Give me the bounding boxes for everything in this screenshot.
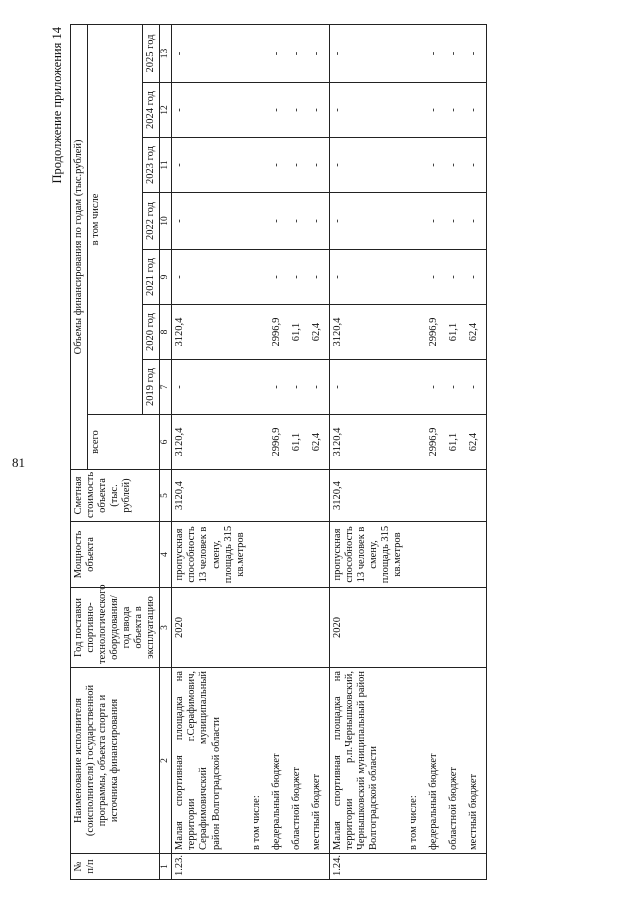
year-value: - bbox=[309, 138, 330, 193]
col-total-header: всего bbox=[88, 415, 160, 470]
col-year-header: Год поставки спортивно-технологического оборудования/ год ввода объекта в эксплуатацию bbox=[71, 588, 160, 668]
year-value: - bbox=[426, 250, 446, 305]
year-value: - bbox=[289, 193, 309, 250]
year-value: 2996,9 bbox=[426, 305, 446, 360]
funding-source: областной бюджет bbox=[446, 668, 466, 854]
year-header: 2021 год bbox=[143, 250, 160, 305]
delivery-year: 2020 bbox=[329, 588, 406, 668]
total-funding: 3120,4 bbox=[329, 415, 406, 470]
col-incl-header: в том числе bbox=[88, 24, 143, 414]
year-header: 2020 год bbox=[143, 305, 160, 360]
row-number: 1.24. bbox=[329, 854, 406, 880]
year-header: 2019 год bbox=[143, 360, 160, 415]
table-row bbox=[466, 24, 487, 879]
year-value: - bbox=[309, 24, 330, 82]
column-number: 3 bbox=[160, 588, 172, 668]
table-row bbox=[289, 24, 309, 879]
estimated-cost: 3120,4 bbox=[172, 470, 249, 522]
year-value: - bbox=[172, 193, 249, 250]
column-number-row bbox=[160, 24, 172, 879]
year-value: - bbox=[329, 83, 406, 138]
funding-source: федеральный бюджет bbox=[426, 668, 446, 854]
year-value: - bbox=[329, 250, 406, 305]
year-value: - bbox=[309, 360, 330, 415]
column-number: 5 bbox=[160, 470, 172, 522]
year-value: - bbox=[426, 360, 446, 415]
table-row bbox=[269, 24, 289, 879]
rotated-sheet bbox=[40, 25, 600, 880]
year-value: - bbox=[172, 360, 249, 415]
year-value: - bbox=[172, 83, 249, 138]
object-name: Малая спортивная площадка на территории р.п.Чернышковский, Чернышковский муниципальный район Волгоградской области bbox=[329, 668, 406, 854]
column-number: 7 bbox=[160, 360, 172, 415]
table-row bbox=[406, 24, 426, 879]
continuation-title: Продолжение приложения 14 bbox=[50, 27, 64, 184]
year-value: - bbox=[466, 83, 487, 138]
column-number: 4 bbox=[160, 522, 172, 588]
year-value: - bbox=[269, 360, 289, 415]
year-value: - bbox=[466, 138, 487, 193]
funding-source: федеральный бюджет bbox=[269, 668, 289, 854]
column-number: 2 bbox=[160, 668, 172, 854]
year-value: - bbox=[309, 193, 330, 250]
page-number: 81 bbox=[12, 455, 25, 470]
year-header: 2025 год bbox=[143, 24, 160, 82]
year-value: - bbox=[309, 250, 330, 305]
year-value: 61,1 bbox=[446, 305, 466, 360]
year-value: - bbox=[446, 360, 466, 415]
year-value: 3120,4 bbox=[329, 305, 406, 360]
year-value: - bbox=[446, 250, 466, 305]
estimated-cost: 3120,4 bbox=[329, 470, 406, 522]
table-row bbox=[426, 24, 446, 879]
capacity: пропускная способность 13 человек в смену, площадь 315 кв.метров bbox=[172, 522, 249, 588]
year-value: 3120,4 bbox=[172, 305, 249, 360]
funding-source: местный бюджет bbox=[309, 668, 330, 854]
year-value: - bbox=[446, 138, 466, 193]
year-value: - bbox=[446, 193, 466, 250]
column-number: 10 bbox=[160, 193, 172, 250]
table-row bbox=[309, 24, 330, 879]
year-value: - bbox=[172, 24, 249, 82]
year-value: - bbox=[172, 138, 249, 193]
col-no-header: № п/п bbox=[71, 854, 160, 880]
year-header: 2024 год bbox=[143, 83, 160, 138]
table-row bbox=[329, 24, 406, 879]
funding-source: местный бюджет bbox=[466, 668, 487, 854]
year-header: 2022 год bbox=[143, 193, 160, 250]
year-value: - bbox=[289, 24, 309, 82]
year-value: - bbox=[426, 193, 446, 250]
year-value: - bbox=[329, 193, 406, 250]
total-funding: 3120,4 bbox=[172, 415, 249, 470]
column-number: 9 bbox=[160, 250, 172, 305]
year-value: - bbox=[269, 83, 289, 138]
col-cost-header: Сметная стоимость объекта (тыс. рублей) bbox=[71, 470, 160, 522]
year-value: 62,4 bbox=[466, 305, 487, 360]
delivery-year: 2020 bbox=[172, 588, 249, 668]
year-value: - bbox=[466, 193, 487, 250]
capacity: пропускная способность 13 человек в смену, площадь 315 кв.метров bbox=[329, 522, 406, 588]
year-value: - bbox=[269, 250, 289, 305]
column-number: 11 bbox=[160, 138, 172, 193]
source-total: 62,4 bbox=[466, 415, 487, 470]
header-row-1 bbox=[71, 24, 88, 879]
column-number: 13 bbox=[160, 24, 172, 82]
object-name: Малая спортивная площадка на территории г.Серафимович, Серафимовичский муниципальный район Волгоградской области bbox=[172, 668, 249, 854]
year-value: - bbox=[309, 83, 330, 138]
funding-source: областной бюджет bbox=[289, 668, 309, 854]
year-value: - bbox=[289, 83, 309, 138]
year-value: - bbox=[466, 250, 487, 305]
year-value: - bbox=[329, 360, 406, 415]
year-value: - bbox=[269, 24, 289, 82]
year-value: - bbox=[269, 138, 289, 193]
source-total: 2996,9 bbox=[426, 415, 446, 470]
incl-label: в том числе: bbox=[406, 668, 426, 854]
table-row bbox=[446, 24, 466, 879]
source-total: 61,1 bbox=[446, 415, 466, 470]
year-value: - bbox=[172, 250, 249, 305]
row-number: 1.23. bbox=[172, 854, 249, 880]
incl-label: в том числе: bbox=[249, 668, 269, 854]
year-value: - bbox=[269, 193, 289, 250]
table-row bbox=[172, 24, 249, 879]
year-value: - bbox=[289, 138, 309, 193]
year-value: - bbox=[329, 138, 406, 193]
year-value: - bbox=[466, 360, 487, 415]
year-value: - bbox=[426, 138, 446, 193]
column-number: 12 bbox=[160, 83, 172, 138]
year-value: - bbox=[446, 24, 466, 82]
funding-table bbox=[70, 24, 487, 880]
col-name-header: Наименование исполнителя (соисполнителя) государственной программы, объекта спорта и источника финансирования bbox=[71, 668, 160, 854]
year-value: - bbox=[466, 24, 487, 82]
table-row bbox=[249, 24, 269, 879]
year-value: - bbox=[289, 250, 309, 305]
year-value: 62,4 bbox=[309, 305, 330, 360]
year-value: 61,1 bbox=[289, 305, 309, 360]
col-funding-header: Объемы финансирования по годам (тыс.рублей) bbox=[71, 24, 88, 469]
source-total: 62,4 bbox=[309, 415, 330, 470]
year-value: - bbox=[426, 83, 446, 138]
source-total: 2996,9 bbox=[269, 415, 289, 470]
year-value: - bbox=[446, 83, 466, 138]
year-value: - bbox=[289, 360, 309, 415]
source-total: 61,1 bbox=[289, 415, 309, 470]
column-number: 8 bbox=[160, 305, 172, 360]
column-number: 1 bbox=[160, 854, 172, 880]
year-header: 2023 год bbox=[143, 138, 160, 193]
year-value: 2996,9 bbox=[269, 305, 289, 360]
year-value: - bbox=[329, 24, 406, 82]
year-value: - bbox=[426, 24, 446, 82]
col-capacity-header: Мощность объекта bbox=[71, 522, 160, 588]
column-number: 6 bbox=[160, 415, 172, 470]
